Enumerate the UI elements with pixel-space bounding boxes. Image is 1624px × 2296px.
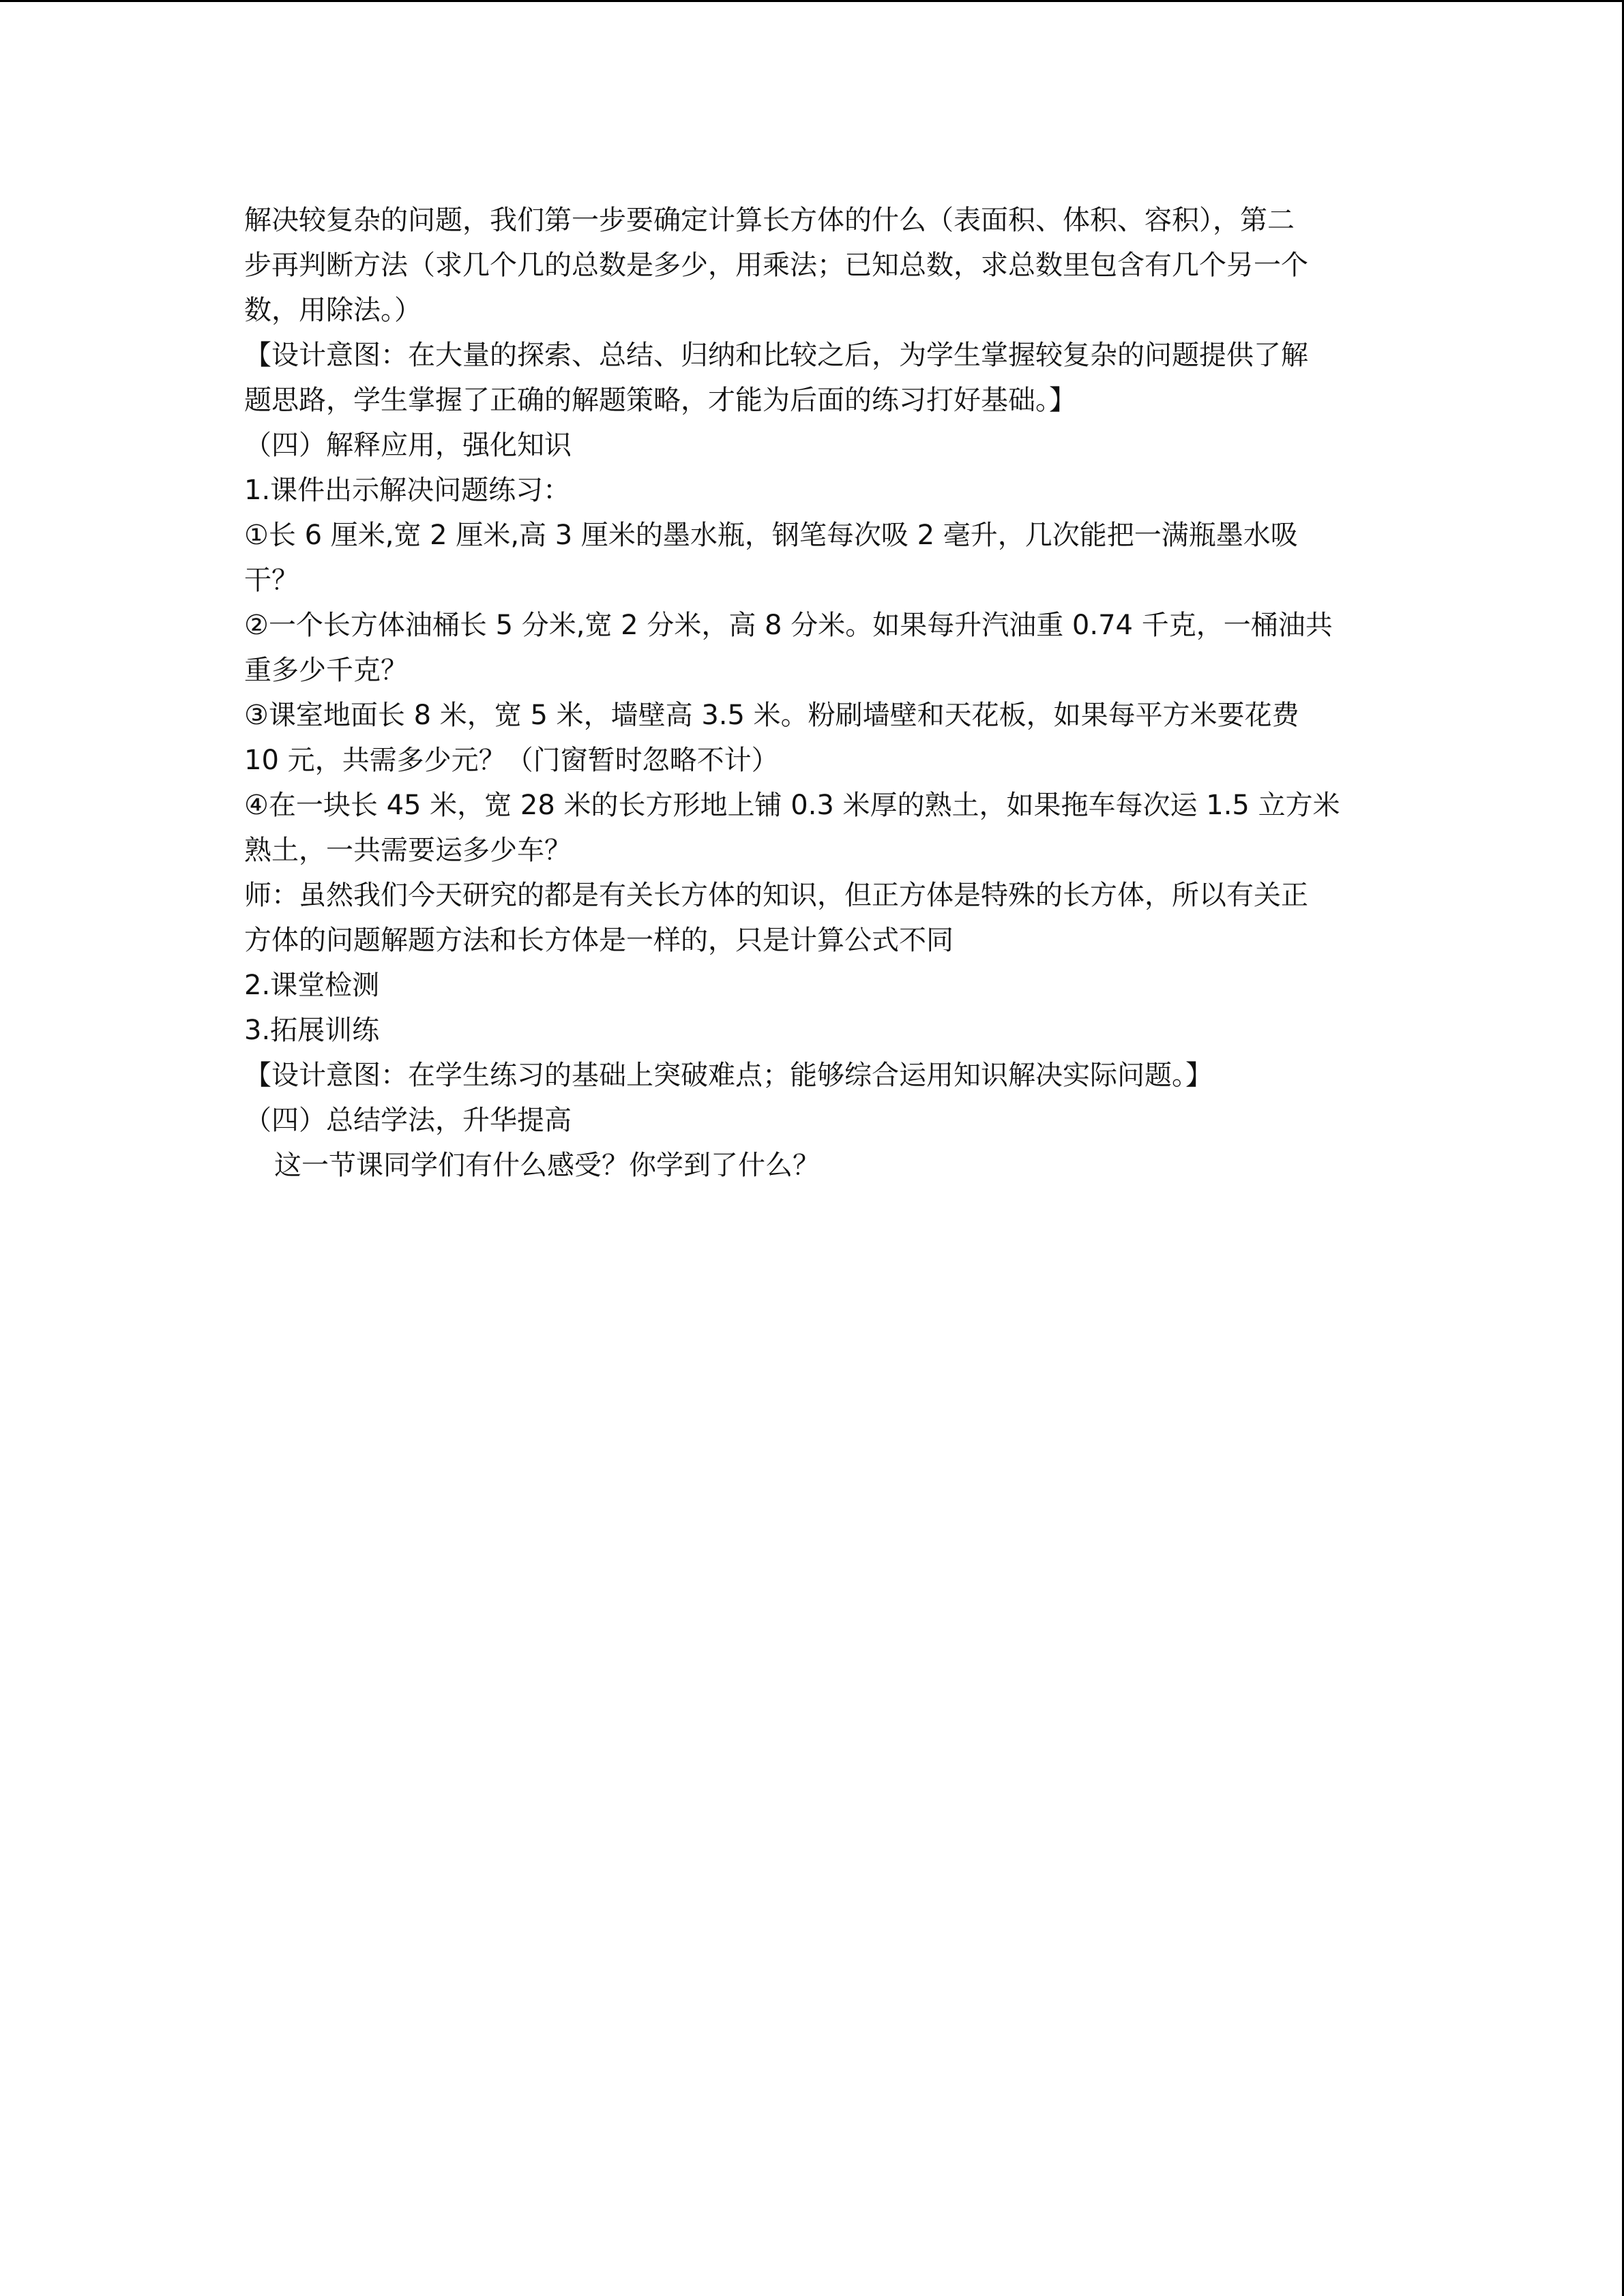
paragraph-line: 步再判断方法（求几个几的总数是多少，用乘法；已知总数，求总数里包含有几个另一个 xyxy=(244,250,1308,281)
document-body xyxy=(244,198,1376,1188)
teacher-remark: 师：虽然我们今天研究的都是有关长方体的知识，但正方体是特殊的长方体，所以有关正 xyxy=(244,880,1308,911)
page-top-border xyxy=(0,0,1624,2)
exercise-item: 熟土，一共需要运多少车？ xyxy=(244,835,572,866)
section-heading: （四）总结学法，升华提高 xyxy=(244,1105,572,1136)
paragraph-line: 解决较复杂的问题，我们第一步要确定计算长方体的什么（表面积、体积、容积），第二 xyxy=(244,205,1295,236)
exercise-item: ③课室地面长 8 米，宽 5 米，墙壁高 3.5 米。粉刷墙壁和天花板，如果每平方米要花费 xyxy=(244,700,1299,731)
list-heading: 1.课件出示解决问题练习： xyxy=(244,475,571,506)
paragraph-line: 这一节课同学们有什么感受？你学到了什么？ xyxy=(274,1150,820,1181)
paragraph-line: 数，用除法。） xyxy=(244,295,422,326)
exercise-item: ②一个长方体油桶长 5 分米,宽 2 分米，高 8 分米。如果每升汽油重 0.74 千克，一桶油共 xyxy=(244,610,1333,641)
teacher-remark: 方体的问题解题方法和长方体是一样的，只是计算公式不同 xyxy=(244,925,954,956)
section-heading: （四）解释应用，强化知识 xyxy=(244,430,572,461)
exercise-item: ①长 6 厘米,宽 2 厘米,高 3 厘米的墨水瓶，钢笔每次吸 2 毫升，几次能把一满瓶墨水吸 xyxy=(244,520,1298,551)
exercise-item: ④在一块长 45 米，宽 28 米的长方形地上铺 0.3 米厚的熟土，如果拖车每次运 1.5 立方米 xyxy=(244,790,1340,821)
list-heading: 3.拓展训练 xyxy=(244,1015,380,1046)
design-intent-note: 【设计意图：在学生练习的基础上突破难点；能够综合运用知识解决实际问题。】 xyxy=(244,1060,1213,1091)
exercise-item: 10 元，共需多少元？（门窗暂时忽略不计） xyxy=(244,745,779,776)
design-intent-note: 【设计意图：在大量的探索、总结、归纳和比较之后，为学生掌握较复杂的问题提供了解 xyxy=(244,340,1308,371)
list-heading: 2.课堂检测 xyxy=(244,970,380,1001)
design-intent-note: 题思路，学生掌握了正确的解题策略，才能为后面的练习打好基础。】 xyxy=(244,385,1076,416)
exercise-item: 干？ xyxy=(244,565,299,596)
exercise-item: 重多少千克？ xyxy=(244,655,408,686)
